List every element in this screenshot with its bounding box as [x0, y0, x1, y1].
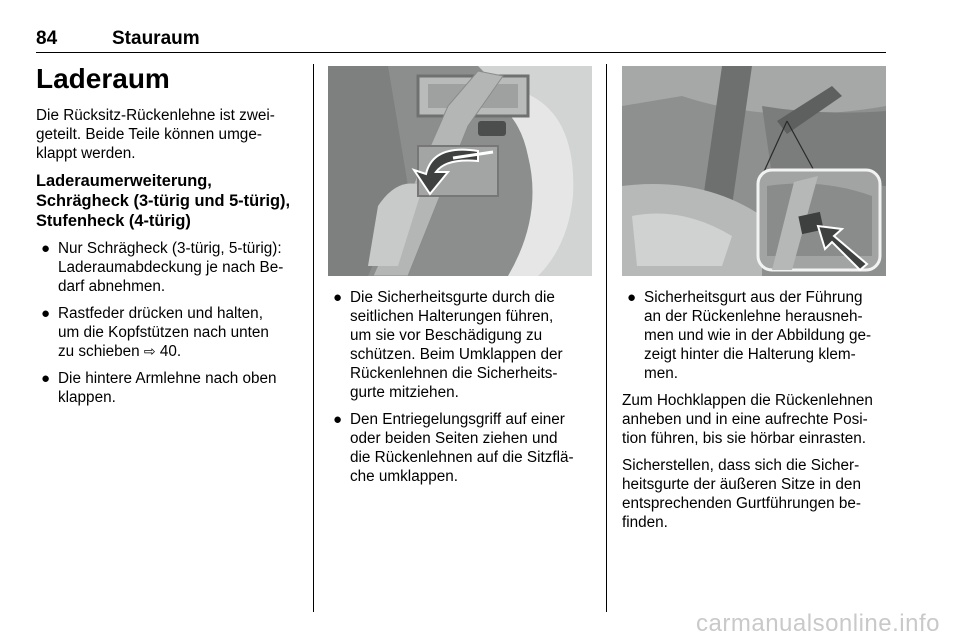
bullet-icon: ●	[627, 289, 637, 306]
list-item: ● Nur Schrägheck (3-türig, 5-türig): Laderaumabdeckung je nach Be- darf abnehmen.	[41, 240, 284, 295]
paragraph: Sicherstellen, dass sich die Sicher- heitsgurte der äußeren Sitze in den entsprechenden Gurtführungen be- finden.	[622, 457, 861, 531]
intro-paragraph: Die Rücksitz-Rückenlehne ist zwei- geteilt. Beide Teile können umge- klappt werden.	[36, 107, 275, 162]
column-3	[622, 66, 886, 540]
bullet-icon: ●	[41, 305, 51, 322]
list-item: ● Die Sicherheitsgurte durch die seitlichen Halterungen führen, um sie vor Beschädigung zu schützen. Beim Umklappen der Rückenlehnen die Sicherheits- gurte mitziehen.	[333, 289, 563, 401]
instruction-list	[328, 288, 592, 486]
column-2	[328, 66, 592, 494]
subheading: Laderaumerweiterung, Schrägheck (3-türig und 5-türig), Stufenheck (4-türig)	[36, 172, 291, 230]
section-title: Stauraum	[112, 28, 200, 49]
bullet-icon: ●	[41, 240, 51, 257]
list-item: ● Sicherheitsgurt aus der Führung an der Rückenlehne herausneh- men und wie in der Abbildung ge- zeigt hinter die Halterung klem- men.	[627, 289, 872, 382]
instruction-list	[36, 239, 304, 407]
list-item: ● Die hintere Armlehne nach oben klappen.	[41, 370, 277, 406]
seatbelt-guide-illustration	[328, 66, 592, 276]
bullet-icon: ●	[333, 411, 343, 428]
column-1	[36, 62, 304, 415]
page-reference-link[interactable]: 40.	[159, 343, 182, 360]
column-divider-2	[606, 64, 607, 612]
seatbelt-holder-illustration	[622, 66, 886, 276]
paragraph: Zum Hochklappen die Rückenlehnen anheben und in eine aufrechte Posi- tion führen, bis sie hörbar einrasten.	[622, 392, 873, 447]
bullet-icon: ●	[333, 289, 343, 306]
list-item: ● Rastfeder drücken und halten, um die Kopfstützen nach unten zu schieben ⇨ 40.	[41, 305, 269, 360]
page-reference-arrow-icon: ⇨	[143, 343, 156, 359]
instruction-list	[622, 288, 886, 383]
watermark: carmanualsonline.info	[696, 610, 940, 637]
page-heading: Laderaum	[36, 63, 170, 94]
page-number: 84	[36, 28, 58, 49]
bullet-icon: ●	[41, 370, 51, 387]
page-header	[36, 26, 886, 53]
list-item: ● Den Entriegelungsgriff auf einer oder beiden Seiten ziehen und die Rückenlehnen auf die Sitzflä- che umklappen.	[333, 411, 574, 485]
column-divider-1	[313, 64, 314, 612]
